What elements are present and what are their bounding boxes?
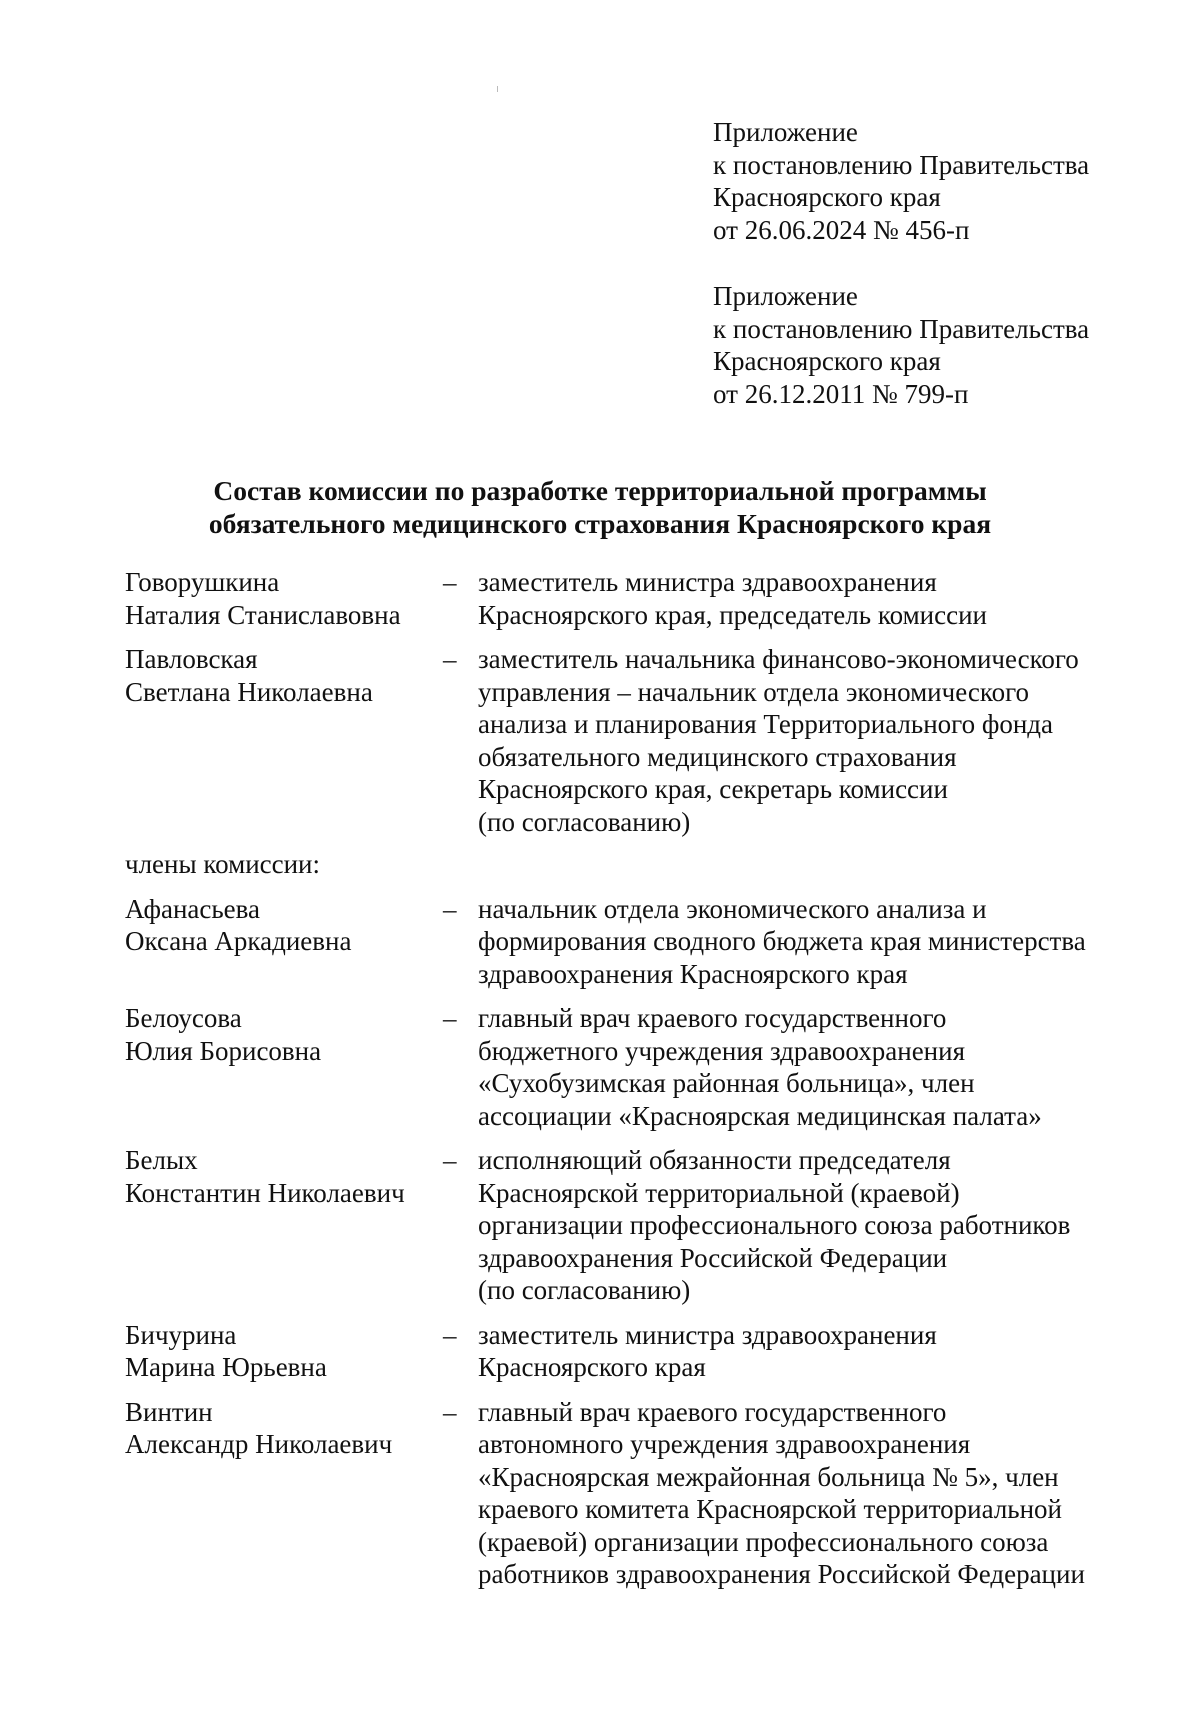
member-role-line: краевого комитета Красноярской территориальной <box>478 1494 1063 1524</box>
member-role <box>478 1396 1185 1591</box>
commission-chair <box>125 566 1185 631</box>
member-role-line: организации профессионального союза работников <box>478 1210 1071 1240</box>
member-role-line: начальник отдела экономического анализа и <box>478 893 987 924</box>
member-role <box>478 893 1185 991</box>
member-role-line: анализа и планирования Территориального фонда <box>478 709 1053 739</box>
appendix-resolution-ref: к постановлению Правительства <box>713 313 1090 344</box>
member-dash: – <box>443 1319 457 1350</box>
commission-secretary <box>125 643 1185 838</box>
member-given-names: Светлана Николаевна <box>125 676 373 707</box>
appendix-date-number: от 26.12.2011 № 799-п <box>713 378 969 409</box>
member-dash: – <box>443 1145 457 1175</box>
member-dash: – <box>443 644 457 674</box>
member-role-line: «Сухобузимская районная больница», член <box>478 1068 975 1098</box>
member-role <box>478 566 1185 631</box>
member-name <box>125 893 443 958</box>
member-role-line: заместитель министра здравоохранения <box>478 1319 937 1350</box>
member-role-line: заместитель министра здравоохранения <box>478 567 937 597</box>
member-surname: Белоусова <box>125 1003 242 1033</box>
appendix-label: Приложение <box>713 117 858 147</box>
document-title-line-2: обязательного медицинского страхования Красноярского края <box>208 508 992 539</box>
commission-member <box>125 1319 1185 1384</box>
member-role-line: исполняющий обязанности председателя <box>478 1145 951 1175</box>
member-role-line: Красноярской территориальной (краевой) <box>478 1177 960 1208</box>
member-role-line: «Красноярская межрайонная больница № 5», член <box>478 1461 1059 1492</box>
member-role-line: формирования сводного бюджета края министерства <box>478 926 1086 956</box>
commission-member <box>125 893 1185 991</box>
member-surname: Афанасьева <box>125 893 261 924</box>
member-name <box>125 1002 443 1067</box>
member-role-line: бюджетного учреждения здравоохранения <box>478 1035 965 1066</box>
member-role-line: обязательного медицинского страхования <box>478 741 957 772</box>
member-given-names: Марина Юрьевна <box>125 1352 327 1382</box>
member-role-line: ассоциации «Красноярская медицинская палата» <box>478 1100 1042 1131</box>
member-name <box>125 643 443 708</box>
appendix-region: Красноярского края <box>713 182 941 212</box>
member-role-line: здравоохранения Российской Федерации <box>478 1242 948 1273</box>
member-role-line: Красноярского края <box>478 1352 706 1382</box>
member-role-line: заместитель начальника финансово-экономического <box>478 644 1079 674</box>
appendix-label: Приложение <box>713 281 858 311</box>
member-role-line: работников здравоохранения Российской Федерации <box>478 1559 1085 1589</box>
member-role-line: управления – начальник отдела экономического <box>478 676 1029 707</box>
member-surname: Говорушкина <box>125 567 280 597</box>
commission-member <box>125 1396 1185 1591</box>
scan-artifact-mark <box>497 86 498 92</box>
member-surname: Винтин <box>125 1396 213 1427</box>
member-surname: Павловская <box>125 644 258 674</box>
member-given-names: Наталия Станиславовна <box>125 599 401 630</box>
member-role <box>478 1319 1185 1384</box>
member-role-line: (краевой) организации профессионального союза <box>478 1526 1049 1557</box>
member-role <box>478 1144 1185 1307</box>
member-given-names: Оксана Аркадиевна <box>125 926 352 956</box>
commission-member <box>125 1144 1185 1307</box>
member-role <box>478 643 1185 838</box>
appendix-date-number: от 26.06.2024 № 456-п <box>713 214 970 245</box>
appendix-region: Красноярского края <box>713 346 941 376</box>
member-given-names: Юлия Борисовна <box>125 1035 322 1066</box>
member-dash: – <box>443 1396 457 1427</box>
member-given-names: Константин Николаевич <box>125 1177 405 1208</box>
commission-member <box>125 1002 1185 1132</box>
member-role-line: Красноярского края, председатель комиссии <box>478 599 987 630</box>
document-title-line-1: Состав комиссии по разработке территориальной программы <box>213 475 987 506</box>
member-role-line: здравоохранения Красноярского края <box>478 958 908 989</box>
member-role-line: Красноярского края, секретарь комиссии <box>478 774 948 804</box>
member-role-line: главный врач краевого государственного <box>478 1396 947 1427</box>
member-role-line: (по согласованию) <box>478 1275 691 1305</box>
member-name <box>125 1319 443 1384</box>
member-given-names: Александр Николаевич <box>125 1429 393 1459</box>
appendix-header-current <box>713 116 1173 246</box>
member-name <box>125 1144 443 1209</box>
member-surname: Бичурина <box>125 1319 237 1350</box>
document-title <box>0 474 1200 540</box>
member-role <box>478 1002 1185 1132</box>
appendix-header-original <box>713 280 1173 410</box>
member-role-line: (по согласованию) <box>478 806 691 837</box>
member-role-line: главный врач краевого государственного <box>478 1003 947 1033</box>
member-dash: – <box>443 567 457 597</box>
member-dash: – <box>443 1003 457 1033</box>
appendix-resolution-ref: к постановлению Правительства <box>713 149 1090 180</box>
member-role-line: автономного учреждения здравоохранения <box>478 1429 971 1459</box>
member-surname: Белых <box>125 1145 198 1175</box>
members-section-label: члены комиссии: <box>125 849 321 879</box>
commission-list <box>125 566 1185 1591</box>
member-name <box>125 1396 443 1461</box>
member-name <box>125 566 443 631</box>
member-dash: – <box>443 893 457 924</box>
